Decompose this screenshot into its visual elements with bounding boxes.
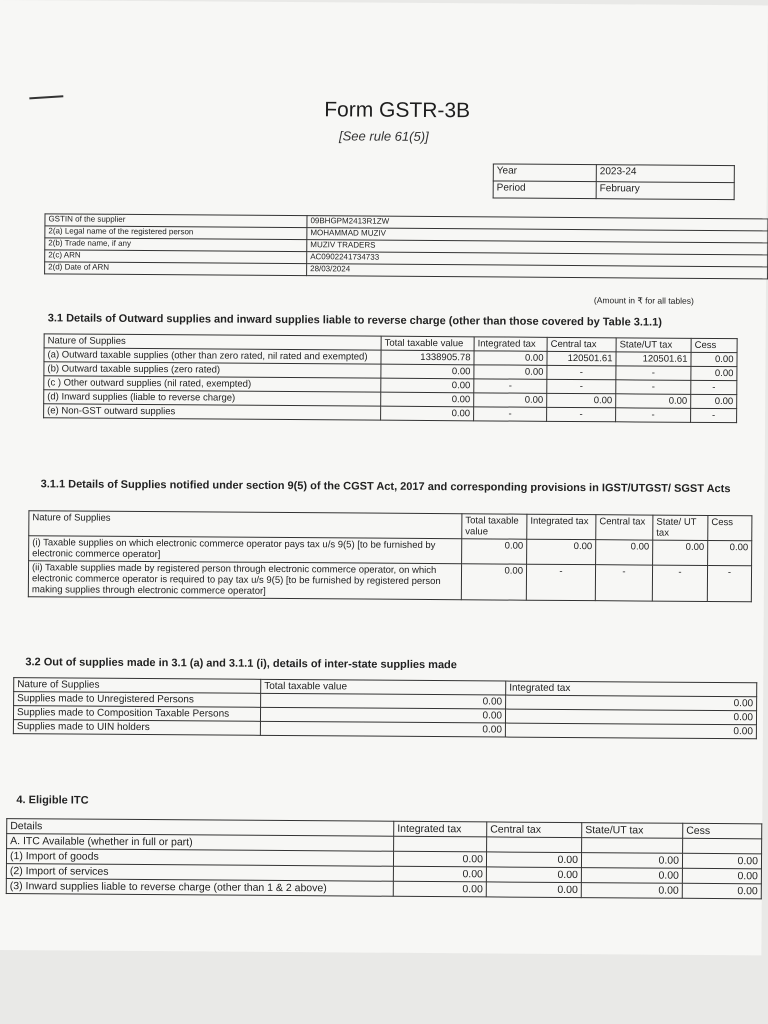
column-header: Total taxable value	[462, 514, 527, 539]
info-label: 2(c) ARN	[45, 250, 307, 264]
taxable-value: 0.00	[260, 707, 505, 723]
integrated-tax: 0.00	[505, 723, 756, 739]
central-tax: 120501.61	[547, 351, 616, 365]
column-header: State/ UT tax	[653, 515, 708, 540]
form-title: Form GSTR-3B	[324, 98, 471, 123]
integrated-tax: 0.00	[474, 393, 547, 408]
info-label: 2(d) Date of ARN	[45, 262, 307, 276]
integrated-tax: -	[474, 407, 547, 422]
section-3-2-title: 3.2 Out of supplies made in 3.1 (a) and 3.1.1 (i), details of inter-state supplies made	[25, 656, 457, 672]
form-subtitle: [See rule 61(5)]	[339, 128, 429, 144]
state-tax: -	[616, 408, 691, 423]
central-tax: -	[547, 379, 616, 393]
info-value: MUZIV TRADERS	[307, 240, 768, 255]
cess: 0.00	[691, 394, 737, 408]
cess: 0.00	[682, 868, 761, 884]
info-label: GSTIN of the supplier	[45, 214, 307, 228]
section-4-title: 4. Eligible ITC	[16, 794, 89, 807]
supply-nature: Supplies made to Unregistered Persons	[14, 692, 261, 708]
central-tax: 0.00	[486, 882, 581, 898]
central-tax: 0.00	[486, 852, 581, 868]
integrated-tax: 0.00	[474, 351, 547, 366]
column-header: Central tax	[487, 822, 582, 838]
column-header: Nature of Supplies	[44, 334, 381, 350]
column-header: Nature of Supplies	[14, 678, 261, 694]
integrated-tax: -	[474, 379, 547, 394]
column-header: Integrated tax	[527, 514, 596, 539]
integrated-tax: 0.00	[505, 709, 756, 725]
state-tax: 0.00	[616, 394, 691, 409]
year-period-table	[493, 163, 735, 200]
supply-nature: Supplies made to Composition Taxable Persons	[13, 706, 260, 722]
central-tax: -	[547, 365, 616, 379]
column-header: Integrated tax	[474, 337, 547, 352]
state-tax: -	[616, 380, 691, 395]
central-tax: 0.00	[596, 540, 653, 565]
cess: 0.00	[682, 883, 761, 899]
state-tax: 0.00	[581, 853, 682, 869]
supply-nature: (e) Non-GST outward supplies	[44, 404, 381, 420]
taxable-value: 0.00	[381, 406, 474, 421]
table-row	[28, 561, 751, 602]
central-tax: -	[595, 565, 652, 601]
state-tax: -	[616, 366, 691, 381]
itc-detail: (1) Import of goods	[6, 849, 393, 867]
ecommerce-supplies-table	[28, 510, 753, 602]
integrated-tax: 0.00	[393, 851, 486, 867]
amount-note: (Amount in ₹ for all tables)	[593, 295, 694, 306]
supply-nature: (ii) Taxable supplies made by registered person through electronic commerce operator, on which electronic commerce operator is required to pay tax u/s 9(5) [to be furnished by registered person making supplies through electronic commerce operator]	[28, 561, 461, 600]
taxable-value: 0.00	[381, 392, 474, 407]
taxpayer-info-table	[44, 213, 768, 279]
state-tax: 120501.61	[616, 352, 691, 367]
column-header: Total taxable value	[261, 679, 506, 695]
central-tax: -	[547, 407, 616, 421]
itc-detail: (3) Inward supplies liable to reverse charge (other than 1 & 2 above)	[6, 879, 393, 897]
column-header: Details	[7, 819, 394, 837]
cess: 0.00	[682, 853, 761, 869]
column-header: Integrated tax	[506, 681, 757, 697]
itc-detail: (2) Import of services	[6, 864, 393, 882]
section-3-1-title: 3.1 Details of Outward supplies and inward supplies liable to reverse charge (other than those covered by Table 3.1.1)	[47, 312, 662, 329]
supply-nature: (i) Taxable supplies on which electronic commerce operator pays tax u/s 9(5) [to be furnished by electronic commerce operator]	[29, 536, 462, 564]
integrated-tax: 0.00	[393, 866, 486, 882]
supply-nature: Supplies made to UIN holders	[13, 720, 260, 736]
year-label: Year	[493, 164, 596, 182]
state-tax: 0.00	[653, 540, 708, 565]
column-header: State/UT tax	[582, 823, 683, 839]
column-header: Central tax	[547, 337, 616, 351]
integrated-tax: -	[526, 564, 595, 600]
cess: 0.00	[691, 352, 737, 366]
central-tax: 0.00	[486, 867, 581, 883]
integrated-tax: 0.00	[393, 881, 486, 897]
cess: 0.00	[708, 540, 752, 565]
inter-state-supplies-table	[13, 677, 757, 739]
period-value: February	[596, 182, 734, 200]
itc-subheader: A. ITC Available (whether in full or part)	[7, 834, 394, 852]
column-header: Integrated tax	[394, 821, 487, 837]
integrated-tax: 0.00	[527, 539, 596, 564]
column-header: Total taxable value	[381, 336, 474, 351]
column-header: Cess	[683, 823, 762, 839]
column-header: Nature of Supplies	[29, 511, 462, 539]
supply-nature: (d) Inward supplies (liable to reverse charge)	[44, 390, 381, 406]
taxable-value: 1338905.78	[381, 350, 474, 365]
year-value: 2023-24	[596, 165, 734, 183]
column-header: Cess	[691, 338, 737, 352]
central-tax: 0.00	[547, 393, 616, 407]
cess: -	[707, 565, 751, 601]
supply-nature: (b) Outward taxable supplies (zero rated)	[44, 362, 381, 378]
cess: -	[691, 408, 737, 422]
section-3-1-1-title: 3.1.1 Details of Supplies notified under section 9(5) of the CGST Act, 2017 and corresponding provisions in IGST/UTGST/ SGST Acts	[40, 478, 731, 496]
taxable-value: 0.00	[461, 564, 526, 600]
state-tax: 0.00	[581, 868, 682, 884]
column-header: State/UT tax	[616, 338, 691, 353]
info-label: 2(b) Trade name, if any	[45, 238, 307, 252]
info-label: 2(a) Legal name of the registered person	[45, 226, 307, 240]
info-value: 28/03/2024	[307, 264, 768, 279]
cess: -	[691, 380, 737, 394]
state-tax: -	[652, 565, 707, 601]
integrated-tax: 0.00	[474, 365, 547, 380]
integrated-tax: 0.00	[506, 695, 757, 711]
supply-nature: (a) Outward taxable supplies (other than zero rated, nil rated and exempted)	[44, 348, 381, 364]
column-header: Central tax	[596, 515, 653, 540]
cess: 0.00	[691, 366, 737, 380]
taxable-value: 0.00	[381, 378, 474, 393]
state-tax: 0.00	[581, 883, 682, 899]
info-value: 09BHGPM2413R1ZW	[307, 216, 768, 231]
taxable-value: 0.00	[261, 693, 506, 709]
column-header: Cess	[708, 515, 752, 540]
eligible-itc-table	[6, 818, 763, 899]
pen-mark	[29, 95, 63, 99]
period-label: Period	[493, 181, 596, 199]
info-value: MOHAMMAD MUZIV	[307, 228, 768, 243]
info-value: AC0902241734733	[307, 252, 768, 267]
outward-supplies-table	[43, 333, 738, 423]
taxable-value: 0.00	[381, 364, 474, 379]
taxable-value: 0.00	[260, 721, 505, 737]
taxable-value: 0.00	[462, 539, 527, 564]
supply-nature: (c ) Other outward supplies (nil rated, exempted)	[44, 376, 381, 392]
